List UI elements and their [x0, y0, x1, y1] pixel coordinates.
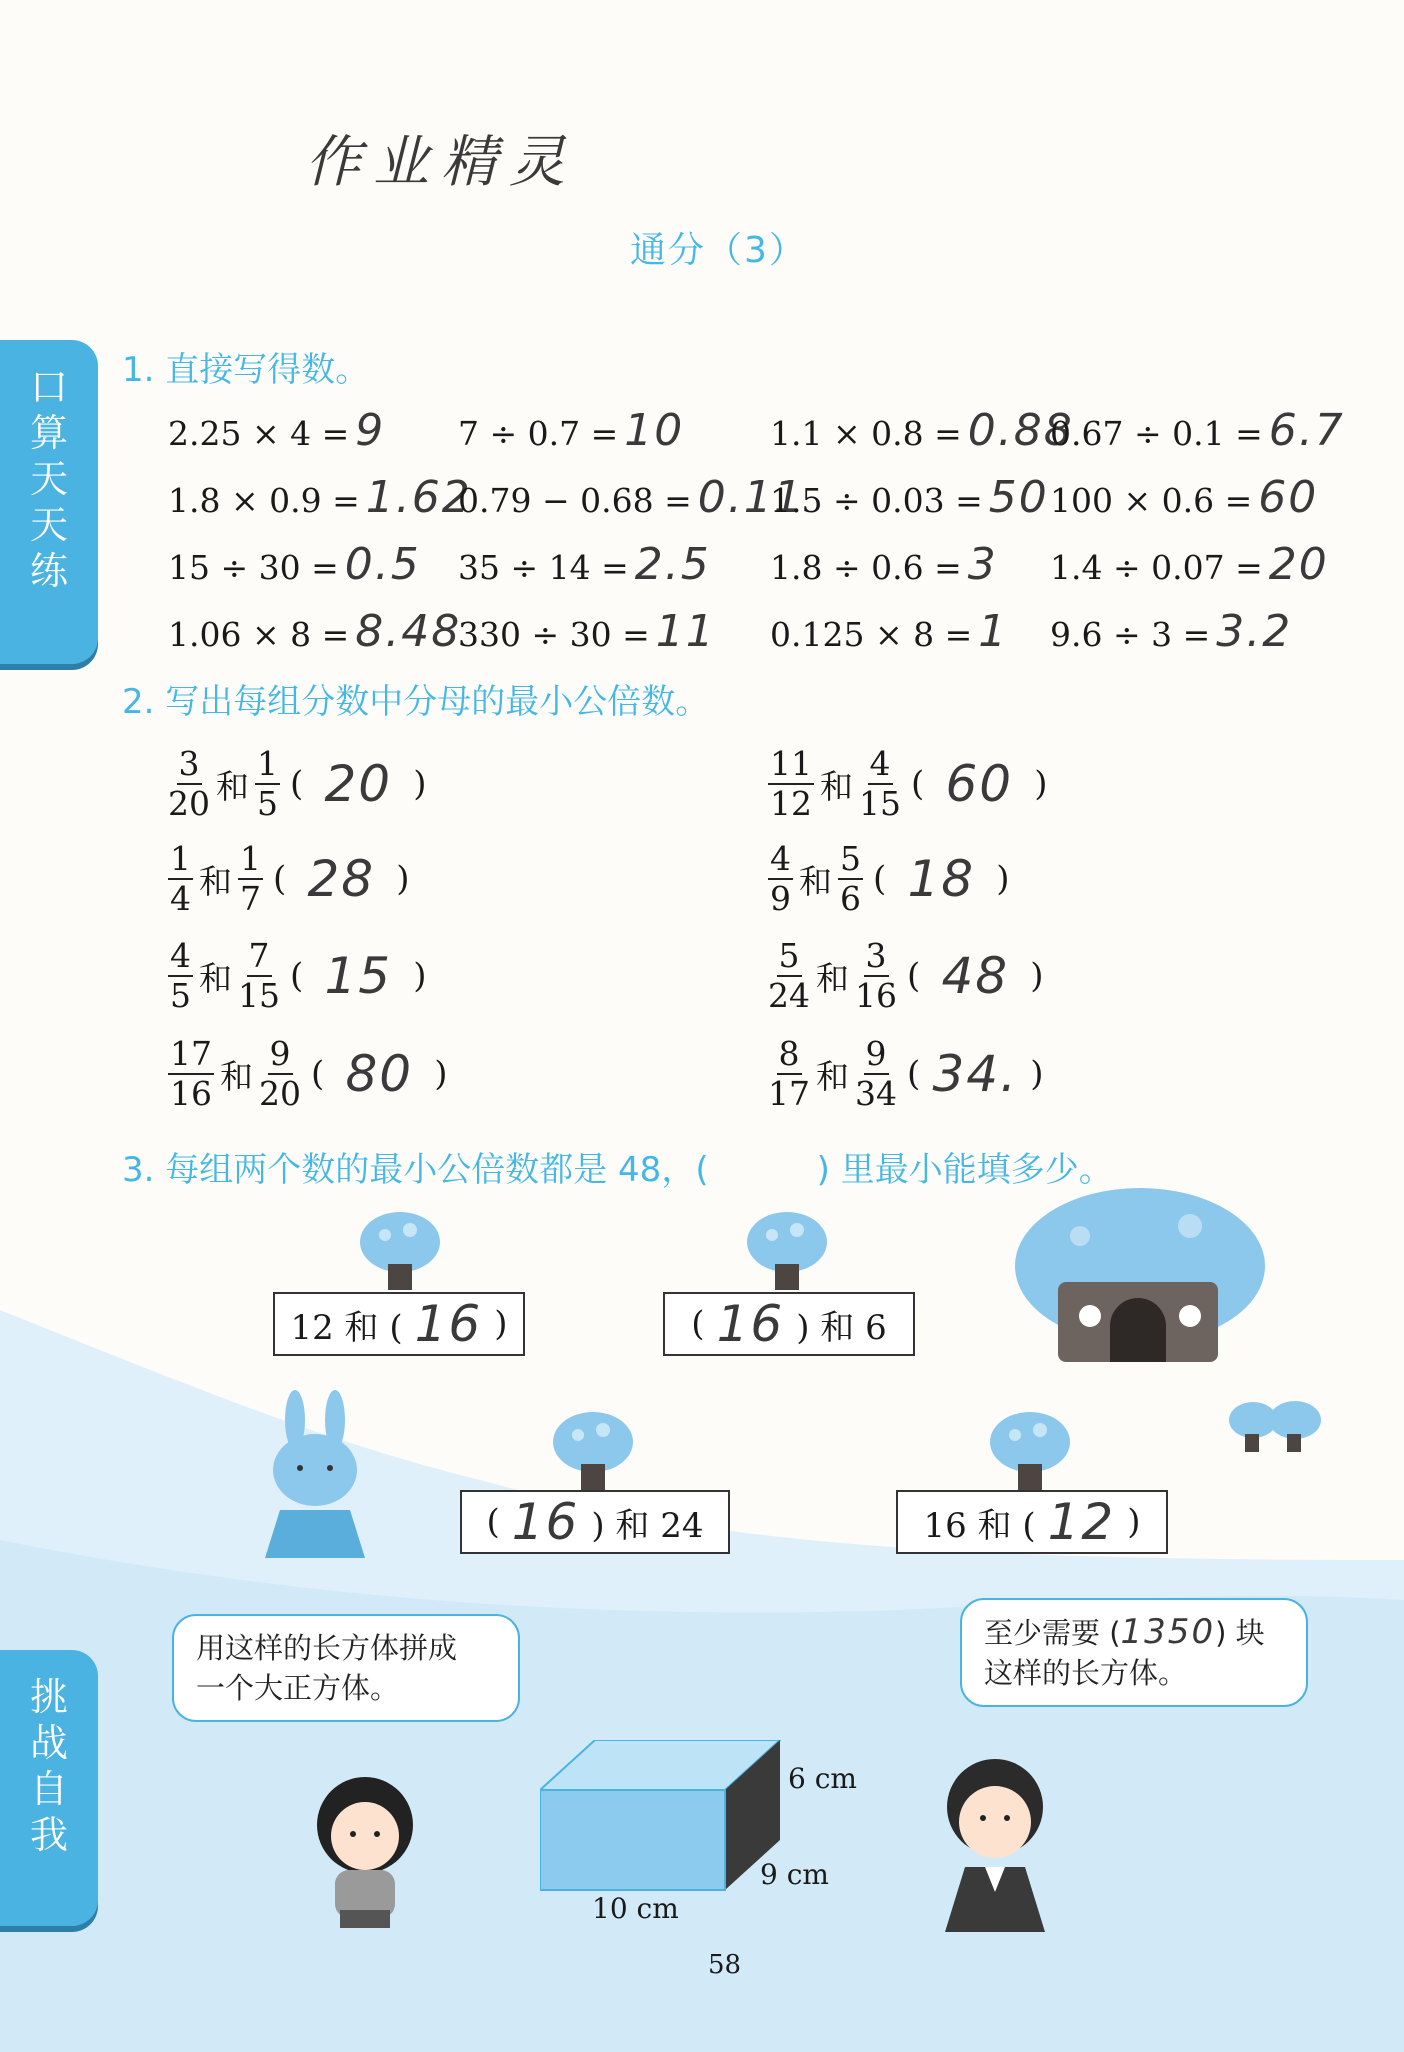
- lcm-item: [768, 1035, 1044, 1113]
- fraction-denominator: 4: [170, 879, 191, 918]
- fraction-denominator: 34: [855, 1074, 897, 1113]
- calc-answer: 0.88: [967, 405, 1074, 456]
- open-paren: (: [290, 764, 304, 804]
- fraction-numerator: 9: [269, 1034, 291, 1073]
- boy-answer: 1350: [1120, 1612, 1216, 1652]
- lcm-item: [168, 840, 410, 918]
- close-paren: ): [396, 859, 410, 899]
- dim-depth-label: 9 cm: [760, 1858, 829, 1891]
- calc-answer: 3: [967, 539, 998, 590]
- answer-paren: [280, 755, 427, 813]
- calc-item: [458, 405, 684, 456]
- calc-answer: 3.2: [1216, 606, 1293, 657]
- fraction-numerator: 8: [778, 1034, 800, 1073]
- answer-paren: [901, 755, 1048, 813]
- box-text: (: [486, 1502, 500, 1542]
- calc-expr: 330 ÷ 30 =: [458, 615, 650, 654]
- lcm48-box-1: [273, 1292, 525, 1356]
- calc-answer: 8.48: [355, 606, 462, 657]
- speech-line: 一个大正方体。: [196, 1671, 400, 1705]
- fraction-denominator: 6: [840, 879, 861, 918]
- connector-he: 和: [816, 958, 849, 998]
- close-paren: ): [413, 764, 427, 804]
- calc-item: [1050, 606, 1292, 657]
- fraction: [168, 1035, 214, 1113]
- side-tab-char: 练: [29, 549, 68, 593]
- fraction: [168, 840, 193, 918]
- mushroom-pair-icon: [1225, 1398, 1325, 1458]
- calc-item: [168, 472, 472, 523]
- fraction-numerator: 5: [778, 936, 800, 975]
- close-paren: ): [1034, 764, 1048, 804]
- box-text: ): [494, 1304, 508, 1344]
- boy-illustration: [925, 1752, 1065, 1932]
- open-paren: (: [873, 859, 887, 899]
- box-text: (: [691, 1304, 705, 1344]
- fraction-numerator: 4: [770, 839, 791, 878]
- section1-heading: 1. 直接写得数。: [122, 350, 370, 390]
- calc-item: [458, 472, 804, 523]
- close-paren: ): [1030, 1054, 1044, 1094]
- fraction: [768, 1035, 810, 1113]
- calc-item: [1050, 472, 1318, 523]
- lcm48-box-2: [663, 1292, 915, 1356]
- open-paren: (: [290, 956, 304, 996]
- lcm-answer: 80: [345, 1045, 414, 1103]
- calc-expr: 1.4 ÷ 0.07 =: [1050, 548, 1263, 587]
- calc-item: [770, 606, 1008, 657]
- lcm-item: [768, 840, 1010, 918]
- mushroom-icon: [355, 1210, 445, 1290]
- close-paren: ): [413, 956, 427, 996]
- open-paren: (: [311, 1054, 325, 1094]
- calc-answer: 20: [1268, 539, 1329, 590]
- calc-expr: 0.67 ÷ 0.1 =: [1050, 414, 1263, 453]
- calc-expr: 1.8 ÷ 0.6 =: [770, 548, 962, 587]
- fraction-numerator: 1: [240, 839, 261, 878]
- calc-answer: 2.5: [634, 539, 711, 590]
- mushroom-house-illustration: [1010, 1186, 1270, 1366]
- calc-item: [168, 405, 385, 456]
- box-text: ) 和 24: [591, 1505, 704, 1546]
- lcm-item: [768, 745, 1048, 823]
- calc-item: [458, 539, 711, 590]
- calc-expr: 35 ÷ 14 =: [458, 548, 629, 587]
- calc-expr: 1.1 × 0.8 =: [770, 414, 962, 453]
- box-answer: 16: [511, 1493, 580, 1551]
- calc-answer: 0.5: [344, 539, 421, 590]
- boy-speech-bubble: [960, 1598, 1308, 1707]
- fraction-numerator: 3: [178, 744, 200, 783]
- side-tab-char: 天: [29, 457, 68, 501]
- lcm-answer: 15: [324, 947, 393, 1005]
- box-text: 12 和 (: [290, 1307, 403, 1348]
- box-answer: 12: [1047, 1493, 1116, 1551]
- fraction-numerator: 3: [865, 936, 887, 975]
- calc-item: [1050, 539, 1329, 590]
- fraction: [259, 1035, 301, 1113]
- speech-line: 用这样的长方体拼成: [196, 1631, 458, 1665]
- box-text: ) 和 6: [796, 1307, 887, 1348]
- connector-he: 和: [816, 1056, 849, 1096]
- lcm-answer: 48: [941, 947, 1010, 1005]
- lcm48-box-3: [460, 1490, 730, 1554]
- side-tab-char: 天: [29, 503, 68, 547]
- calc-answer: 6.7: [1268, 405, 1345, 456]
- side-tab-char: 战: [29, 1721, 68, 1765]
- fraction-denominator: 15: [238, 976, 280, 1015]
- calc-answer: 60: [1258, 472, 1319, 523]
- answer-paren: [263, 850, 410, 908]
- calc-answer: 10: [624, 405, 685, 456]
- fraction-numerator: 1: [257, 744, 278, 783]
- box-answer: 16: [414, 1295, 483, 1353]
- calc-item: [1050, 405, 1345, 456]
- answer-paren: [863, 850, 1010, 908]
- answer-paren: [897, 1045, 1044, 1103]
- fraction: [838, 840, 863, 918]
- lcm-item: [168, 937, 427, 1015]
- connector-he: 和: [199, 958, 232, 998]
- lcm-item: [168, 745, 427, 823]
- box-text: ): [1127, 1502, 1141, 1542]
- close-paren: ): [996, 859, 1010, 899]
- calc-item: [168, 606, 461, 657]
- open-paren: (: [907, 1054, 921, 1094]
- fraction: [238, 937, 280, 1015]
- connector-he: 和: [799, 861, 832, 901]
- lcm-item: [168, 1035, 448, 1113]
- side-tab-char: 口: [29, 365, 68, 409]
- fraction-denominator: 16: [855, 976, 897, 1015]
- mushroom-icon: [548, 1410, 638, 1490]
- calc-expr: 7 ÷ 0.7 =: [458, 414, 619, 453]
- fraction-numerator: 1: [170, 839, 191, 878]
- open-paren: (: [907, 956, 921, 996]
- side-tab-char: 我: [29, 1813, 68, 1857]
- dim-height-label: 6 cm: [788, 1762, 857, 1795]
- calc-expr: 15 ÷ 30 =: [168, 548, 339, 587]
- calc-expr: 1.5 ÷ 0.03 =: [770, 481, 983, 520]
- mushroom-icon: [742, 1210, 832, 1290]
- speech-line: 这样的长方体。: [984, 1656, 1188, 1690]
- fraction: [855, 1035, 897, 1113]
- calc-item: [458, 606, 716, 657]
- calc-answer: 0.11: [697, 472, 804, 523]
- fraction-numerator: 4: [869, 744, 891, 783]
- speech-text: 至少需要 (: [984, 1616, 1121, 1650]
- box-text: 16 和 (: [923, 1505, 1036, 1546]
- fraction-denominator: 5: [257, 784, 278, 823]
- lesson-title: 通分（3）: [630, 230, 807, 271]
- lcm-item: [768, 937, 1044, 1015]
- fraction-numerator: 7: [248, 936, 270, 975]
- page-number: 58: [708, 1950, 742, 1980]
- section3-heading: 3. 每组两个数的最小公倍数都是 48，( ) 里最小能填多少。: [122, 1150, 1113, 1190]
- girl-speech-bubble: [172, 1614, 520, 1722]
- calc-answer: 1: [978, 606, 1009, 657]
- calc-answer: 50: [988, 472, 1049, 523]
- answer-paren: [897, 947, 1044, 1005]
- fraction-numerator: 9: [865, 1034, 887, 1073]
- lcm-answer: 20: [324, 755, 393, 813]
- fraction-denominator: 20: [259, 1074, 301, 1113]
- side-tab-char: 算: [29, 411, 68, 455]
- fraction-numerator: 4: [170, 936, 191, 975]
- lcm-answer: 60: [945, 755, 1014, 813]
- fraction-denominator: 12: [770, 784, 812, 823]
- fraction-denominator: 5: [170, 976, 191, 1015]
- handwritten-title: 作业精灵: [305, 130, 577, 195]
- answer-paren: [280, 947, 427, 1005]
- calc-expr: 0.79 − 0.68 =: [458, 481, 692, 520]
- fraction-denominator: 20: [168, 784, 210, 823]
- fraction-numerator: 5: [840, 839, 861, 878]
- bunny-illustration: [250, 1390, 380, 1570]
- box-answer: 16: [716, 1295, 785, 1353]
- lcm48-box-4: [896, 1490, 1168, 1554]
- calc-expr: 9.6 ÷ 3 =: [1050, 615, 1211, 654]
- fraction-denominator: 16: [170, 1074, 212, 1113]
- fraction: [859, 745, 901, 823]
- fraction: [855, 937, 897, 1015]
- calc-expr: 100 × 0.6 =: [1050, 481, 1253, 520]
- side-tab-challenge: [0, 1650, 98, 1926]
- connector-he: 和: [820, 766, 853, 806]
- fraction: [168, 745, 210, 823]
- speech-text: ) 块: [1215, 1616, 1265, 1650]
- lcm-answer: 18: [907, 850, 976, 908]
- connector-he: 和: [199, 861, 232, 901]
- fraction-denominator: 17: [768, 1074, 810, 1113]
- calc-answer: 1.62: [365, 472, 472, 523]
- fraction-numerator: 17: [170, 1034, 212, 1073]
- fraction-denominator: 9: [770, 879, 791, 918]
- fraction: [255, 745, 280, 823]
- lcm-answer: 34.: [932, 1045, 1019, 1103]
- fraction: [768, 937, 810, 1015]
- fraction: [768, 840, 793, 918]
- fraction: [768, 745, 814, 823]
- calc-expr: 1.06 × 8 =: [168, 615, 350, 654]
- side-tab-mental-math: [0, 340, 98, 664]
- cuboid-diagram: [540, 1740, 790, 1900]
- fraction-denominator: 24: [768, 976, 810, 1015]
- fraction-numerator: 11: [770, 744, 812, 783]
- calc-item: [770, 472, 1049, 523]
- dim-length-label: 10 cm: [592, 1892, 679, 1925]
- fraction: [238, 840, 263, 918]
- calc-expr: 2.25 × 4 =: [168, 414, 350, 453]
- calc-item: [168, 539, 421, 590]
- answer-paren: [301, 1045, 448, 1103]
- fraction-denominator: 7: [240, 879, 261, 918]
- side-tab-char: 挑: [29, 1675, 68, 1719]
- close-paren: ): [434, 1054, 448, 1094]
- speech-line: [984, 1612, 1284, 1653]
- fraction: [168, 937, 193, 1015]
- side-tab-char: 自: [29, 1767, 68, 1811]
- connector-he: 和: [216, 766, 249, 806]
- mushroom-icon: [985, 1410, 1075, 1490]
- lcm-answer: 28: [307, 850, 376, 908]
- section2-heading: 2. 写出每组分数中分母的最小公倍数。: [122, 682, 710, 722]
- calc-item: [770, 539, 998, 590]
- girl-illustration: [300, 1770, 430, 1930]
- open-paren: (: [911, 764, 925, 804]
- calc-answer: 11: [655, 606, 716, 657]
- calc-expr: 1.8 × 0.9 =: [168, 481, 360, 520]
- calc-item: [770, 405, 1074, 456]
- connector-he: 和: [220, 1056, 253, 1096]
- calc-expr: 0.125 × 8 =: [770, 615, 973, 654]
- fraction-denominator: 15: [859, 784, 901, 823]
- calc-answer: 9: [355, 405, 386, 456]
- open-paren: (: [273, 859, 287, 899]
- close-paren: ): [1030, 956, 1044, 996]
